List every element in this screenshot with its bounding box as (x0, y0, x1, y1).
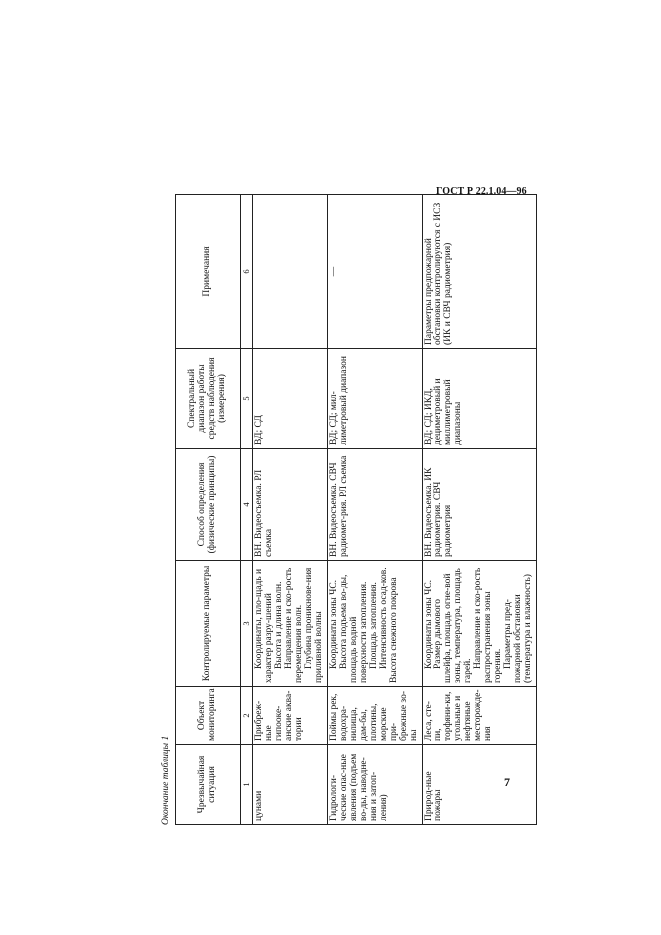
param-line: Высота подъема во-ды, площадь водной поверхности затопления. (338, 574, 369, 683)
column-header: Чрезвычайная ситуация (176, 745, 241, 825)
column-header: Объект мониторинга (176, 687, 241, 745)
monitoring-table (175, 194, 537, 825)
notes-cell: Параметры предпожарной обстановки контролируются с ИСЗ (ИК и СВЧ радиометрия) (422, 195, 537, 349)
column-number: 5 (241, 349, 253, 449)
column-number: 4 (241, 449, 253, 561)
column-header: Способ определения (физические принципы) (176, 449, 241, 561)
param-line: Размер дымового шлейфа, площадь огне-вой зоны, температура, площадь гарей. (433, 568, 474, 683)
param-line: Площадь затопления. (368, 582, 379, 669)
rotated-table-page (155, 195, 534, 825)
param-line: Направление и ско-рость перемещения волн. (283, 567, 304, 683)
table-row (422, 195, 537, 825)
param-line: Интенсивность осад-ков. Высота снежного покрова (378, 567, 399, 683)
params-cell (253, 561, 328, 687)
situation-cell: Гидрологи-ческие опас-ные явления (подъем во-ды, наводне-ния и затоп-ления) (327, 745, 422, 825)
object-cell: Поймы рек, водохра-нилища, дам-бы, плотины, морские при-брежные зо-ны (327, 687, 422, 745)
params-cell (327, 561, 422, 687)
notes-cell: — (327, 195, 422, 349)
column-header: Контролируемые параметры (176, 561, 241, 687)
page-number: 7 (504, 775, 510, 789)
range-cell: ВД; СД; мил-лиметровый диапазон (327, 349, 422, 449)
column-number: 1 (241, 745, 253, 825)
table-row (327, 195, 422, 825)
column-header: Примечания (176, 195, 241, 349)
object-cell: Прибреж-ные гипооке-анские аква-тории (253, 687, 328, 745)
situation-cell: цунами (253, 745, 328, 825)
column-header: Спектральный диапазон работы средств наблюдения (измерения) (176, 349, 241, 449)
range-cell: ВД; СД (253, 349, 328, 449)
column-number-row (241, 195, 253, 825)
param-line: Высота и длина волн. (273, 581, 284, 669)
param-line: Координаты зоны ЧС. (423, 579, 434, 669)
column-number: 3 (241, 561, 253, 687)
param-line: Направление и ско-рость распространения зоны горения. (473, 567, 504, 683)
notes-cell (253, 195, 328, 349)
table-caption: Окончание таблицы 1 (161, 735, 171, 825)
method-cell: ВН. Видеосъемка. РЛ съемка (253, 449, 328, 561)
range-cell: ВД; СД; ИКД, дециметровый и миллиметровый диапазоны (422, 349, 537, 449)
param-line: Координаты зоны ЧС. (328, 579, 339, 669)
table-header-row (176, 195, 241, 825)
object-cell: Леса, сте-пи, торфяни-ки, угольные и нефтяные месторожде-ния (422, 687, 537, 745)
params-cell (422, 561, 537, 687)
param-line: Координаты, пло-щадь и характер разру-шений (254, 568, 274, 683)
situation-cell: Природ-ные пожары (422, 745, 537, 825)
method-cell: ВН. Видеосъемка. СВЧ радиомет-рия. РЛ съемка (327, 449, 422, 561)
table-row (253, 195, 328, 825)
method-cell: ВН. Видеосъемка. ИК радиометрия. СВЧ радиометрия (422, 449, 537, 561)
column-number: 2 (241, 687, 253, 745)
column-number: 6 (241, 195, 253, 349)
param-line: Глубина проникнове-ния приливной волны (303, 567, 324, 683)
param-line: Параметры пред-пожарной обстановки (температура и влажность) (503, 574, 534, 683)
standard-header: ГОСТ Р 22.1.04—96 (436, 186, 527, 197)
